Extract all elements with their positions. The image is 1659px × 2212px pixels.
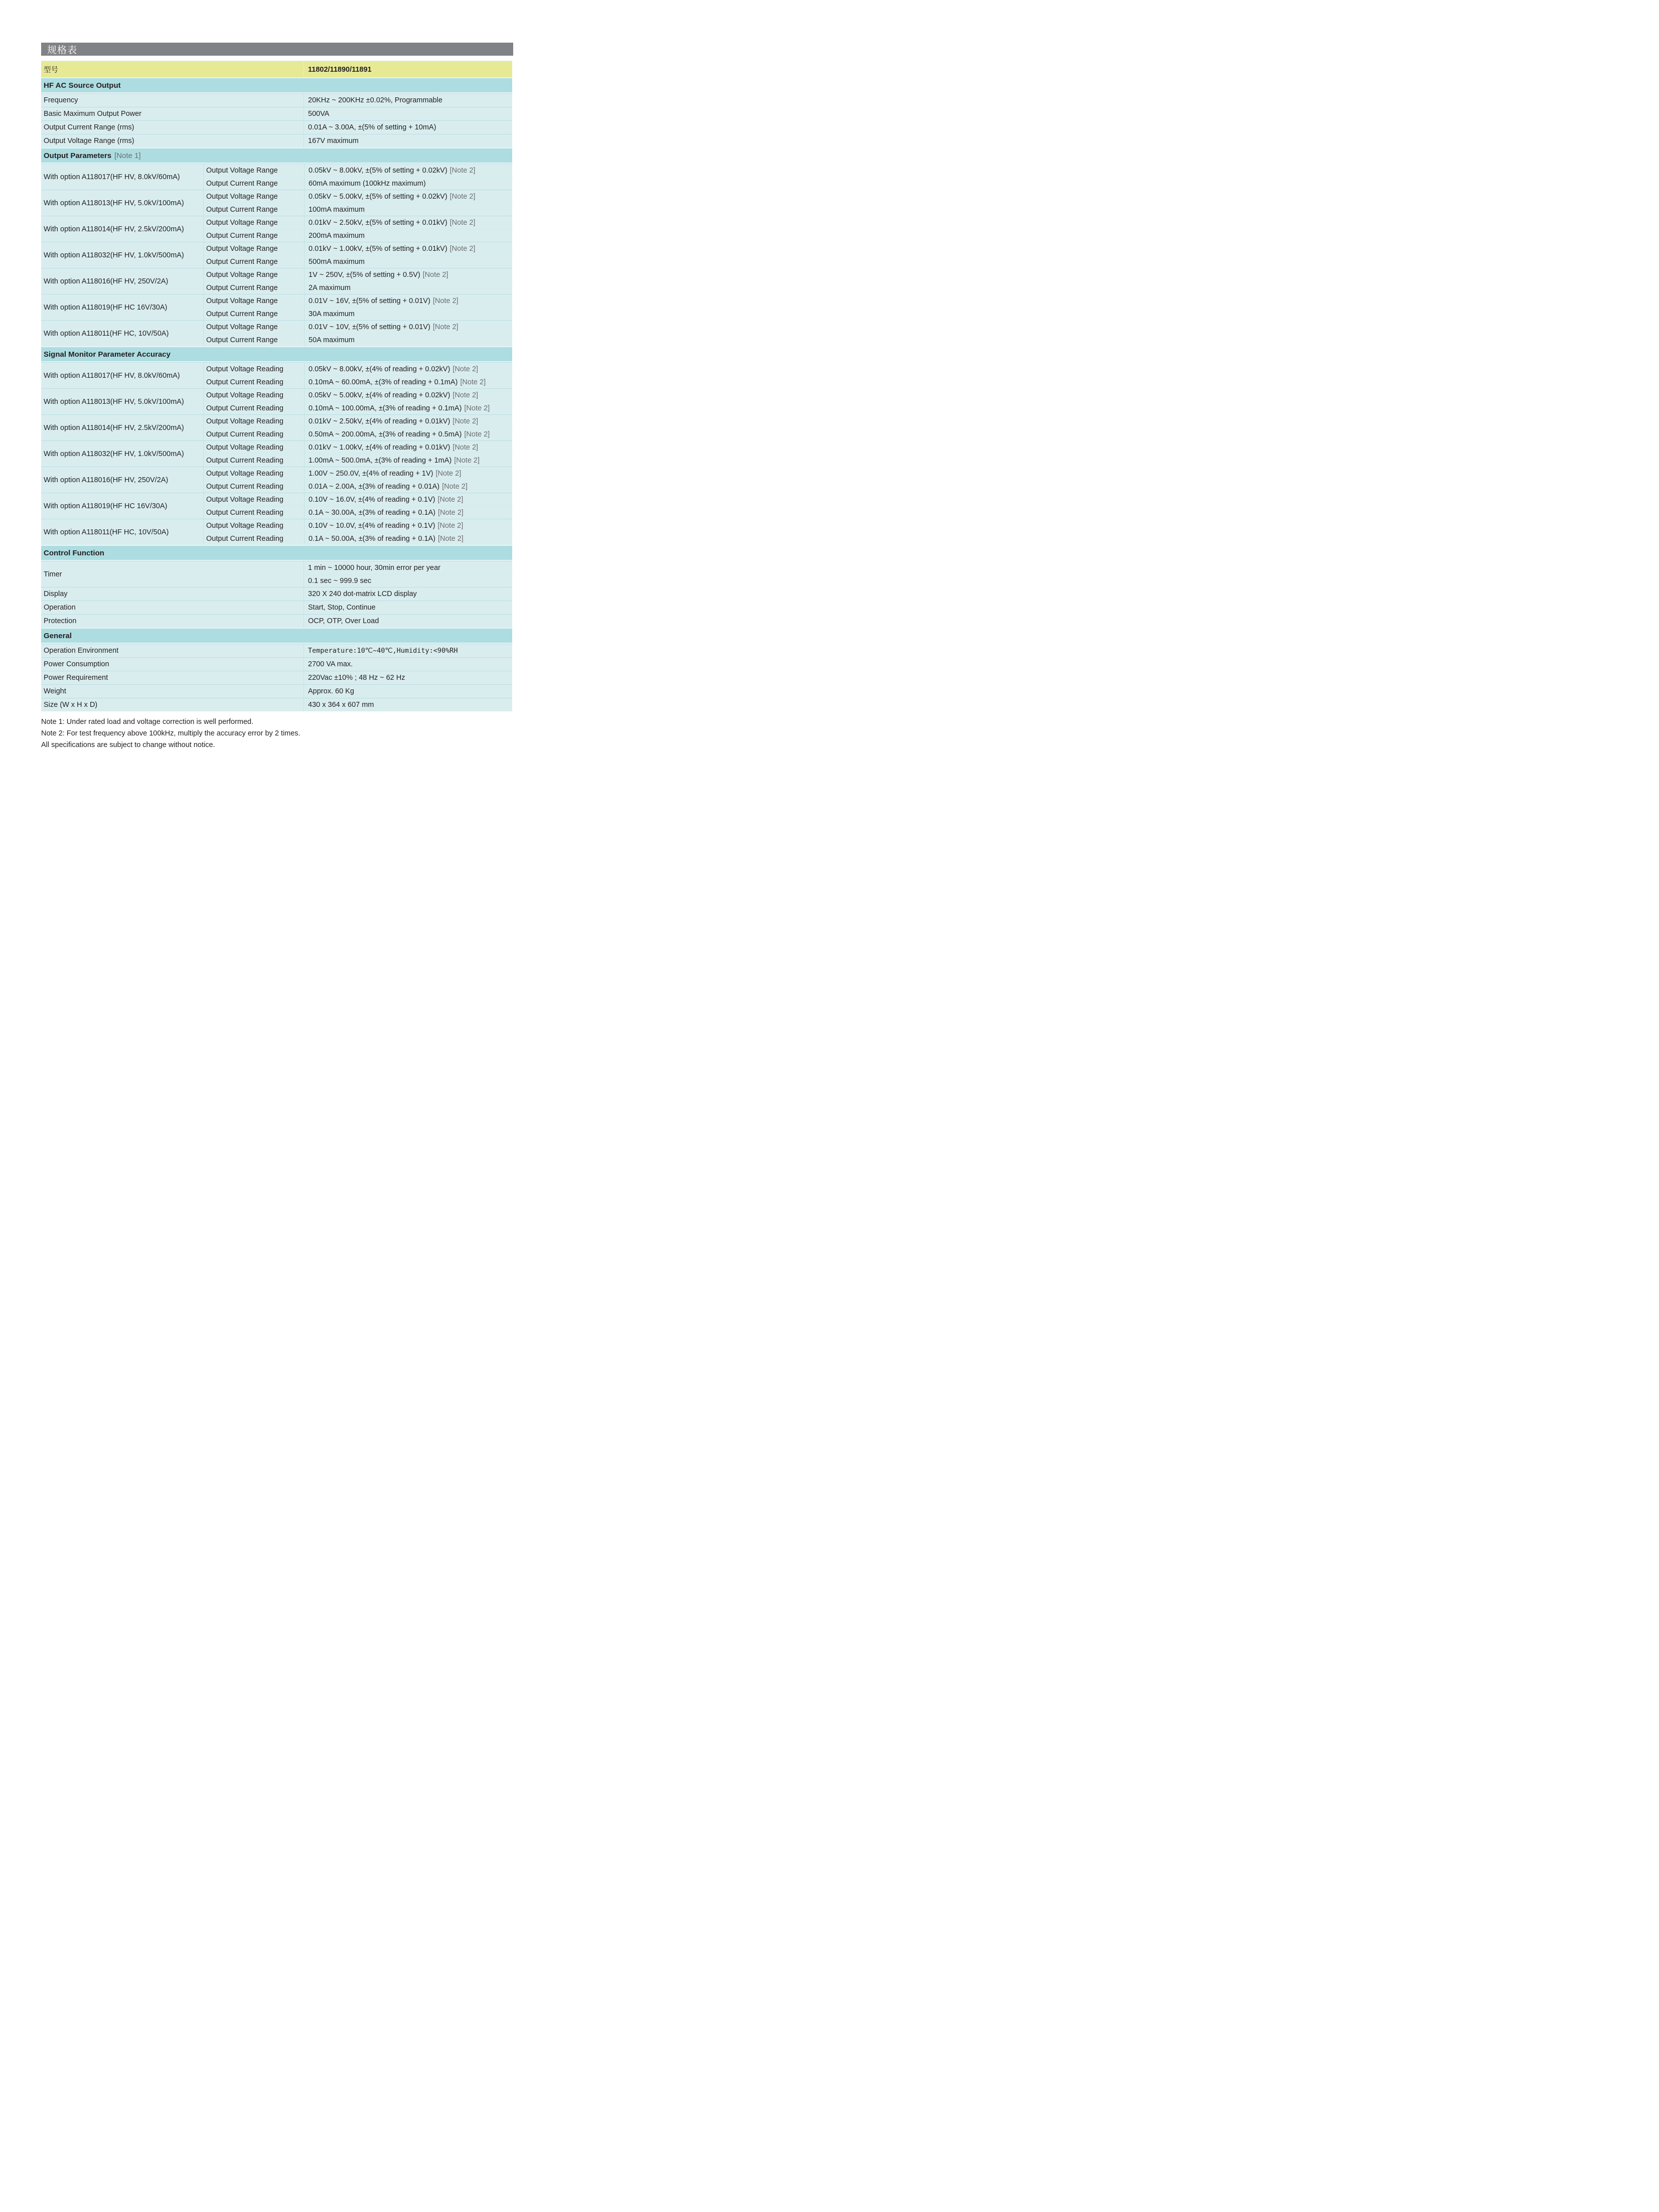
spec-value xyxy=(304,685,512,698)
spec-param: Output Current Reading xyxy=(206,534,283,543)
spec-param: Output Current Reading xyxy=(206,378,283,386)
spec-value xyxy=(304,467,513,480)
note-ref: [Note 2] xyxy=(432,323,459,331)
spec-group-label: With option A118011(HF HC, 10V/50A) xyxy=(44,528,169,536)
spec-value xyxy=(304,644,512,657)
spec-group-label: With option A118019(HF HC 16V/30A) xyxy=(44,303,168,312)
note-ref: [Note 2] xyxy=(437,495,464,504)
spec-value xyxy=(304,164,513,177)
spec-value xyxy=(304,268,513,281)
spec-value-text: 1.00mA ~ 500.0mA, ±(3% of reading + 1mA) xyxy=(309,456,452,465)
section-title: Output Parameters xyxy=(44,151,112,160)
spec-param: Output Current Range xyxy=(206,205,278,214)
spec-group-row xyxy=(41,164,512,190)
param-list xyxy=(203,190,513,216)
spec-value-text: 0.01A ~ 2.00A, ±(3% of reading + 0.01A) xyxy=(309,482,440,491)
param-list xyxy=(203,363,513,388)
spec-label: Timer xyxy=(44,570,62,578)
param-list xyxy=(203,441,513,467)
section-title-note: [Note 1] xyxy=(114,151,141,160)
spec-value-text: 0.01kV ~ 1.00kV, ±(5% of setting + 0.01kV) xyxy=(309,244,447,253)
param-list xyxy=(203,294,513,320)
spec-label: Output Current Range (rms) xyxy=(44,123,134,131)
note-ref: [Note 2] xyxy=(453,365,479,373)
spec-param: Output Voltage Range xyxy=(206,244,278,253)
spec-value-text: 200mA maximum xyxy=(309,231,365,240)
model-label: 型号 xyxy=(44,66,58,74)
param-subrow xyxy=(204,242,513,255)
spec-row xyxy=(41,698,512,711)
param-subrow xyxy=(204,389,513,401)
param-subrow xyxy=(204,454,513,467)
spec-row xyxy=(41,684,512,698)
spec-value-text: 0.05kV ~ 5.00kV, ±(5% of setting + 0.02kV) xyxy=(309,192,447,201)
param-list xyxy=(203,242,513,268)
param-subrow xyxy=(204,493,513,506)
spec-group-label: With option A118016(HF HV, 250V/2A) xyxy=(44,277,169,285)
param-subrow xyxy=(204,177,513,190)
spec-row xyxy=(41,134,512,148)
spec-param: Output Current Range xyxy=(206,283,278,292)
spec-row xyxy=(41,644,512,657)
spec-value xyxy=(304,321,513,333)
spec-value-text: 1V ~ 250V, ±(5% of setting + 0.5V) xyxy=(309,270,420,279)
section-header xyxy=(41,346,512,362)
spec-value xyxy=(304,242,513,255)
spec-value: 0.1 sec ~ 999.9 sec xyxy=(308,576,372,585)
spec-param: Output Voltage Range xyxy=(206,297,278,305)
spec-value xyxy=(304,671,512,684)
param-subrow xyxy=(204,506,513,519)
spec-value-text: 0.01kV ~ 1.00kV, ±(4% of reading + 0.01kV) xyxy=(309,443,450,452)
spec-value xyxy=(304,658,512,671)
param-subrow xyxy=(204,255,513,268)
page-title-bar xyxy=(41,43,513,56)
footnote-1: Note 1: Under rated load and voltage correction is well performed. xyxy=(41,718,254,726)
section-header xyxy=(41,628,512,644)
spec-row xyxy=(41,561,512,587)
spec-group-row xyxy=(41,440,512,467)
spec-row xyxy=(41,120,512,134)
param-list xyxy=(203,415,513,440)
spec-value-text: OCP, OTP, Over Load xyxy=(308,617,379,625)
param-subrow xyxy=(204,427,513,440)
spec-value xyxy=(304,615,512,628)
spec-group-label: With option A118016(HF HV, 250V/2A) xyxy=(44,476,169,484)
spec-value-text: 0.10V ~ 16.0V, ±(4% of reading + 0.1V) xyxy=(309,495,435,504)
param-subrow xyxy=(204,190,513,203)
spec-value-text: 0.10mA ~ 100.00mA, ±(3% of reading + 0.1mA) xyxy=(309,404,462,412)
note-ref: [Note 2] xyxy=(453,391,479,399)
section-title: General xyxy=(44,631,72,640)
section-title: Signal Monitor Parameter Accuracy xyxy=(44,350,171,359)
param-subrow xyxy=(204,415,513,427)
note-ref: [Note 2] xyxy=(453,443,479,452)
spec-param: Output Voltage Range xyxy=(206,270,278,279)
note-ref: [Note 2] xyxy=(464,430,490,438)
spec-param: Output Current Range xyxy=(206,179,278,188)
note-ref: [Note 2] xyxy=(437,521,464,530)
param-list xyxy=(203,467,513,493)
param-subrow xyxy=(204,203,513,216)
page-title: 规格表 xyxy=(47,45,78,56)
model-value: 11802/11890/11891 xyxy=(304,62,512,77)
spec-param: Output Current Reading xyxy=(206,404,283,412)
section-title: Control Function xyxy=(44,548,104,557)
spec-label: Protection xyxy=(44,617,77,625)
note-ref: [Note 2] xyxy=(432,297,459,305)
section-header xyxy=(41,77,512,93)
spec-row xyxy=(41,601,512,614)
param-subrow xyxy=(204,281,513,294)
spec-group-row xyxy=(41,268,512,294)
spec-value xyxy=(304,532,513,545)
spec-param: Output Voltage Reading xyxy=(206,417,283,425)
spec-value-text: 60mA maximum (100kHz maximum) xyxy=(309,179,426,188)
spec-value-text: 0.50mA ~ 200.00mA, ±(3% of reading + 0.5mA) xyxy=(309,430,462,438)
spec-group-row xyxy=(41,242,512,268)
note-ref: [Note 2] xyxy=(460,378,486,386)
param-subrow xyxy=(204,401,513,414)
spec-row xyxy=(41,614,512,628)
param-list xyxy=(203,216,513,242)
spec-value xyxy=(304,281,513,294)
note-ref: [Note 2] xyxy=(449,166,476,175)
spec-param: Output Voltage Reading xyxy=(206,365,283,373)
param-subrow xyxy=(204,294,513,307)
spec-row xyxy=(41,93,512,107)
spec-value-text: 0.05kV ~ 5.00kV, ±(4% of reading + 0.02kV) xyxy=(309,391,450,399)
spec-value-text: 30A maximum xyxy=(309,310,355,318)
spec-value-text: 0.01V ~ 10V, ±(5% of setting + 0.01V) xyxy=(309,323,430,331)
spec-group-row xyxy=(41,294,512,320)
spec-value-text: 0.01V ~ 16V, ±(5% of setting + 0.01V) xyxy=(309,297,430,305)
param-subrow xyxy=(204,321,513,333)
spec-param: Output Current Range xyxy=(206,257,278,266)
param-list xyxy=(203,389,513,414)
note-ref: [Note 2] xyxy=(464,404,490,412)
spec-value-text: 2A maximum xyxy=(309,283,351,292)
param-subrow xyxy=(204,268,513,281)
param-subrow xyxy=(204,216,513,229)
spec-label: Display xyxy=(44,590,68,598)
section-title: HF AC Source Output xyxy=(44,81,121,90)
spec-value-text: 500mA maximum xyxy=(309,257,365,266)
spec-row xyxy=(41,671,512,684)
spec-value xyxy=(304,203,513,216)
spec-value-text: 500VA xyxy=(308,110,330,118)
spec-value xyxy=(304,519,513,532)
spec-group-row xyxy=(41,362,512,388)
param-subrow xyxy=(204,441,513,454)
spec-value xyxy=(304,506,513,519)
spec-label: Operation Environment xyxy=(44,647,119,655)
spec-param: Output Voltage Range xyxy=(206,166,278,175)
spec-value-text: 0.05kV ~ 8.00kV, ±(5% of setting + 0.02kV) xyxy=(309,166,447,175)
spec-group-label: With option A118011(HF HC, 10V/50A) xyxy=(44,329,169,338)
spec-param: Output Current Range xyxy=(206,336,278,344)
spec-value xyxy=(304,216,513,229)
spec-value-text: 0.01kV ~ 2.50kV, ±(5% of setting + 0.01kV) xyxy=(309,218,447,227)
spec-param: Output Voltage Reading xyxy=(206,495,283,504)
spec-value xyxy=(304,134,512,148)
spec-param: Output Current Reading xyxy=(206,482,283,491)
spec-row xyxy=(41,657,512,671)
spec-value-text: 0.01kV ~ 2.50kV, ±(4% of reading + 0.01kV) xyxy=(309,417,450,425)
spec-value xyxy=(304,698,512,711)
note-ref: [Note 2] xyxy=(449,192,476,201)
note-ref: [Note 2] xyxy=(438,508,464,517)
spec-label: Frequency xyxy=(44,96,78,104)
spec-param: Output Voltage Range xyxy=(206,192,278,201)
spec-label: Operation xyxy=(44,604,76,612)
param-list xyxy=(203,519,513,545)
spec-group-label: With option A118013(HF HV, 5.0kV/100mA) xyxy=(44,199,184,207)
spec-param: Output Voltage Reading xyxy=(206,391,283,399)
spec-group-label: With option A118032(HF HV, 1.0kV/500mA) xyxy=(44,251,184,259)
spec-group-label: With option A118019(HF HC 16V/30A) xyxy=(44,502,168,510)
spec-value xyxy=(304,454,513,467)
spec-value xyxy=(304,402,513,414)
footnote-3: All specifications are subject to change without notice. xyxy=(41,741,215,749)
spec-group-row xyxy=(41,467,512,493)
spec-value-text: 167V maximum xyxy=(308,137,359,145)
note-ref: [Note 2] xyxy=(435,469,462,478)
spec-group-label: With option A118014(HF HV, 2.5kV/200mA) xyxy=(44,423,184,432)
param-subrow xyxy=(204,363,513,375)
spec-group-row xyxy=(41,320,512,346)
spec-param: Output Voltage Range xyxy=(206,218,278,227)
spec-value xyxy=(304,121,512,134)
spec-label: Output Voltage Range (rms) xyxy=(44,137,134,145)
spec-value: 1 min ~ 10000 hour, 30min error per year xyxy=(308,563,440,572)
spec-value xyxy=(304,587,512,601)
param-subrow xyxy=(204,229,513,242)
spec-group-row xyxy=(41,190,512,216)
spec-value-text: Approx. 60 Kg xyxy=(308,687,354,695)
spec-label: Size (W x H x D) xyxy=(44,701,98,709)
spec-value xyxy=(304,94,512,107)
spec-value-text: 0.1A ~ 30.00A, ±(3% of reading + 0.1A) xyxy=(309,508,436,517)
spec-value-text: 220Vac ±10% ; 48 Hz ~ 62 Hz xyxy=(308,674,405,682)
note-ref: [Note 2] xyxy=(453,417,479,425)
spec-param: Output Current Reading xyxy=(206,430,283,438)
spec-param: Output Voltage Reading xyxy=(206,443,283,452)
spec-label: Weight xyxy=(44,687,66,695)
spec-group-label: With option A118013(HF HV, 5.0kV/100mA) xyxy=(44,397,184,406)
param-list xyxy=(203,164,513,190)
spec-value-text: 0.1A ~ 50.00A, ±(3% of reading + 0.1A) xyxy=(309,534,436,543)
spec-value xyxy=(304,363,513,375)
param-list xyxy=(203,321,513,346)
spec-param: Output Current Reading xyxy=(206,456,283,465)
spec-param: Output Voltage Range xyxy=(206,323,278,331)
spec-param: Output Current Reading xyxy=(206,508,283,517)
param-list xyxy=(203,268,513,294)
spec-value xyxy=(304,334,513,346)
spec-param: Output Current Range xyxy=(206,231,278,240)
spec-value-text: 1.00V ~ 250.0V, ±(4% of reading + 1V) xyxy=(309,469,433,478)
value-subrow xyxy=(304,574,513,587)
spec-param: Output Voltage Reading xyxy=(206,521,283,530)
param-subrow xyxy=(204,333,513,346)
spec-value-text: 430 x 364 x 607 mm xyxy=(308,701,374,709)
spec-value-text: 0.01A ~ 3.00A, ±(5% of setting + 10mA) xyxy=(308,123,436,131)
spec-group-row xyxy=(41,414,512,440)
value-subrow xyxy=(304,561,513,574)
spec-value xyxy=(304,255,513,268)
spec-group-label: With option A118014(HF HV, 2.5kV/200mA) xyxy=(44,225,184,233)
spec-value xyxy=(304,177,513,190)
param-subrow xyxy=(204,532,513,545)
spec-value-text: Start, Stop, Continue xyxy=(308,604,376,612)
spec-table xyxy=(41,61,512,711)
spec-value xyxy=(304,294,513,307)
spec-group-label: With option A118017(HF HV, 8.0kV/60mA) xyxy=(44,371,180,380)
spec-value-text: 0.10mA ~ 60.00mA, ±(3% of reading + 0.1mA) xyxy=(309,378,458,386)
spec-value xyxy=(304,107,512,120)
spec-value xyxy=(304,229,513,242)
spec-value xyxy=(304,601,512,614)
spec-value-text: 0.05kV ~ 8.00kV, ±(4% of reading + 0.02kV) xyxy=(309,365,450,373)
spec-value-text: 20KHz ~ 200KHz ±0.02%, Programmable xyxy=(308,96,442,104)
footnotes xyxy=(41,716,512,751)
section-header xyxy=(41,545,512,561)
param-subrow xyxy=(204,307,513,320)
spec-value-text: Temperature:10℃~40℃,Humidity:<90%RH xyxy=(308,647,458,655)
spec-value xyxy=(304,480,513,493)
spec-value-text: 0.10V ~ 10.0V, ±(4% of reading + 0.1V) xyxy=(309,521,435,530)
spec-value-text: 50A maximum xyxy=(309,336,355,344)
spec-param: Output Voltage Reading xyxy=(206,469,283,478)
footnote-2: Note 2: For test frequency above 100kHz, multiply the accuracy error by 2 times. xyxy=(41,729,300,738)
section-header xyxy=(41,148,512,164)
spec-row xyxy=(41,107,512,120)
note-ref: [Note 2] xyxy=(438,534,464,543)
spec-value-text: 100mA maximum xyxy=(309,205,365,214)
spec-group-row xyxy=(41,519,512,545)
param-subrow xyxy=(204,375,513,388)
spec-value xyxy=(304,190,513,203)
param-list xyxy=(203,493,513,519)
value-list xyxy=(304,561,513,587)
spec-value-text: 2700 VA max. xyxy=(308,660,353,668)
spec-label: Basic Maximum Output Power xyxy=(44,110,142,118)
spec-group-row xyxy=(41,216,512,242)
param-subrow xyxy=(204,519,513,532)
spec-group-row xyxy=(41,388,512,414)
spec-value-text: 320 X 240 dot-matrix LCD display xyxy=(308,590,417,598)
note-ref: [Note 2] xyxy=(449,244,476,253)
spec-group-label: With option A118032(HF HV, 1.0kV/500mA) xyxy=(44,450,184,458)
spec-value xyxy=(304,428,513,440)
spec-row xyxy=(41,587,512,601)
spec-label: Power Consumption xyxy=(44,660,109,668)
spec-group-row xyxy=(41,493,512,519)
spec-value xyxy=(304,376,513,388)
spec-value xyxy=(304,415,513,427)
note-ref: [Note 2] xyxy=(454,456,480,465)
param-subrow xyxy=(204,467,513,480)
spec-label: Power Requirement xyxy=(44,674,108,682)
spec-value xyxy=(304,441,513,454)
spec-value xyxy=(304,389,513,401)
note-ref: [Note 2] xyxy=(442,482,468,491)
spec-value xyxy=(304,308,513,320)
model-row xyxy=(41,61,512,77)
param-subrow xyxy=(204,480,513,493)
note-ref: [Note 2] xyxy=(449,218,476,227)
spec-value xyxy=(304,493,513,506)
note-ref: [Note 2] xyxy=(422,270,448,279)
spec-param: Output Current Range xyxy=(206,310,278,318)
param-subrow xyxy=(204,164,513,177)
spec-group-label: With option A118017(HF HV, 8.0kV/60mA) xyxy=(44,173,180,181)
spec-sheet xyxy=(0,0,553,771)
